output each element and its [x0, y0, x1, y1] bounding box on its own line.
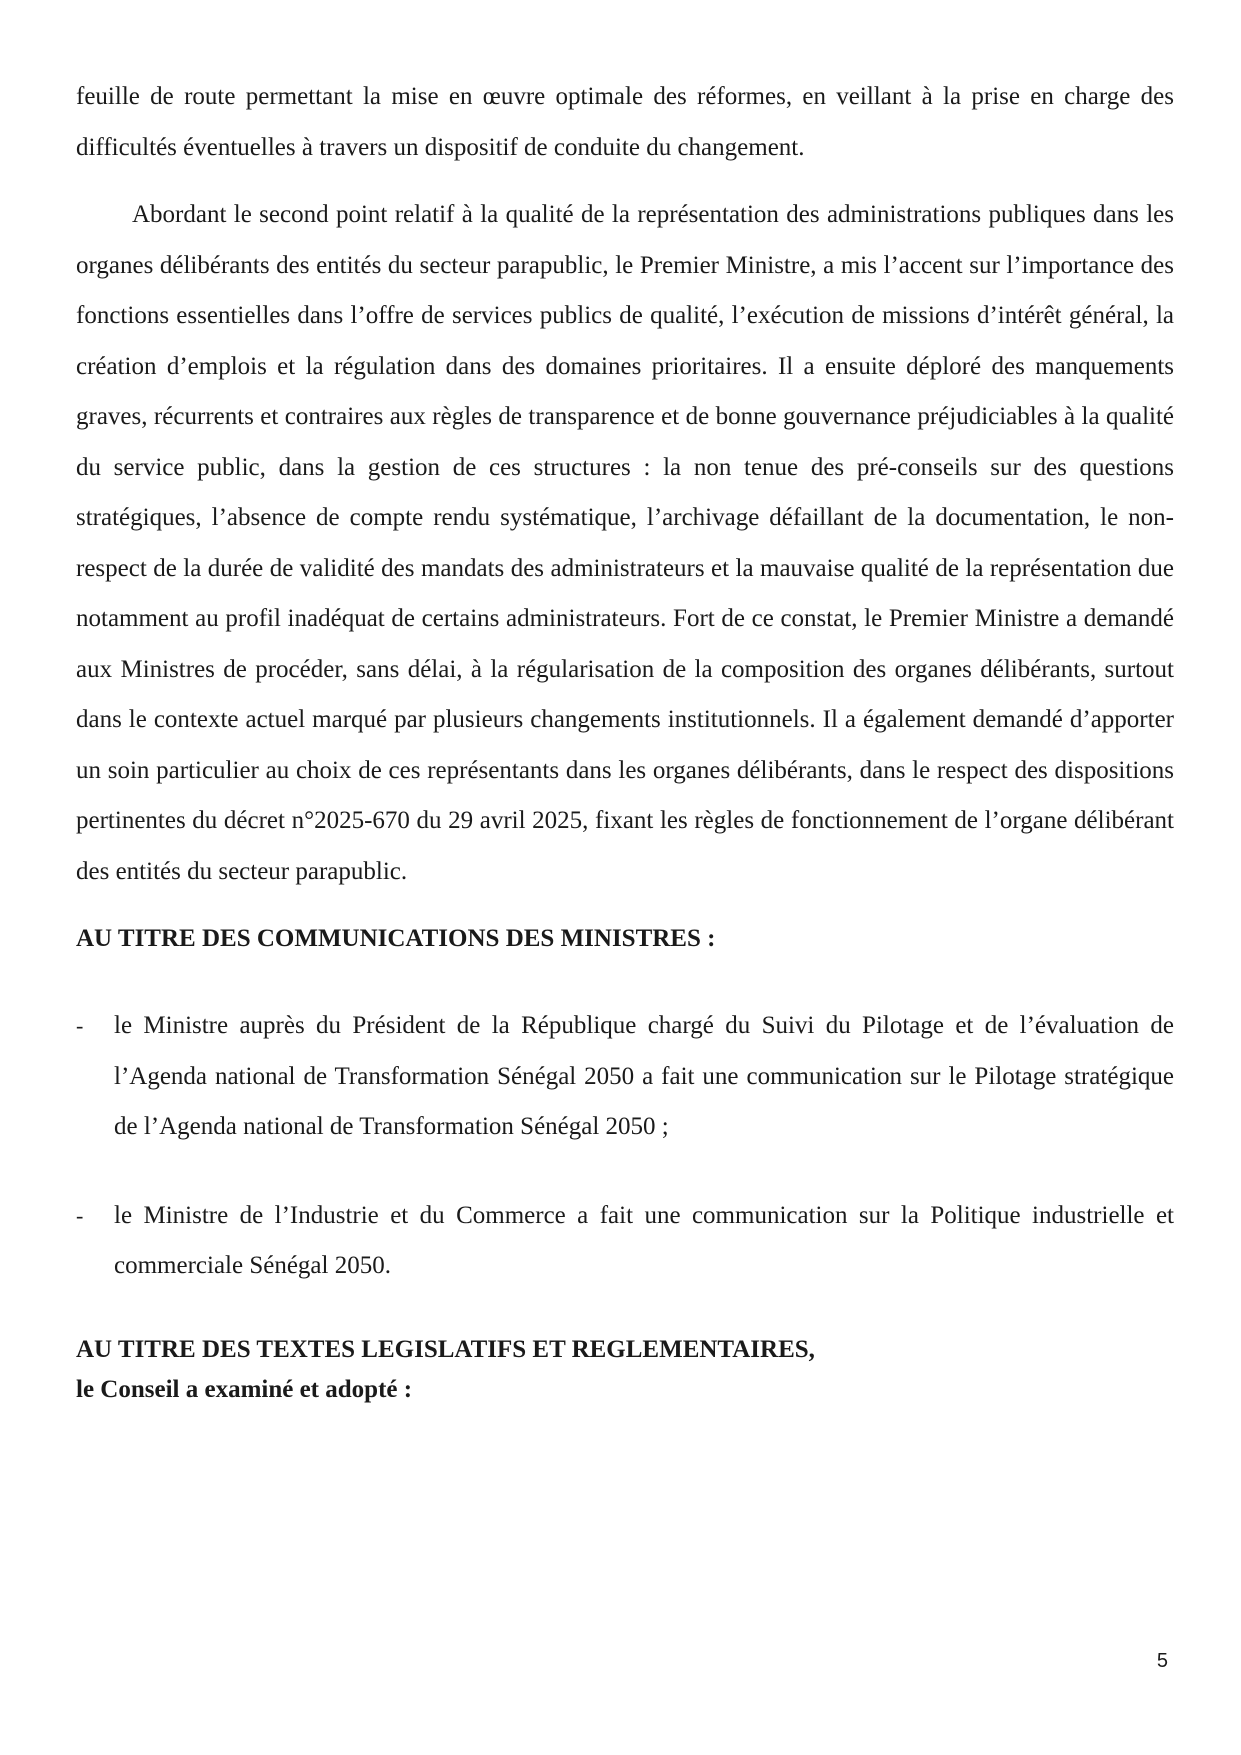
paragraph-public-administration-representation: Abordant le second point relatif à la qualité de la représentation des administrations publiques dans les organes délibérants des entités du secteur parapublic, le Premier Ministre, a mis l’accent sur l’importance des fonctions essentielles dans l’offre de services publics de qualité, l’exécution de missions d’intérêt général, la création d’emplois et la régulation dans des domaines prioritaires. Il a ensuite déploré des manquements graves, récurrents et contraires aux règles de transparence et de bonne gouvernance préjudiciables à la qualité du service public, dans la gestion de ces structures : la non tenue des pré-conseils sur des questions stratégiques, l’absence de compte rendu systématique, l’archivage défaillant de la documentation, le non-respect de la durée de validité des mandats des administrateurs et la mauvaise qualité de la représentation due notamment au profil inadéquat de certains administrateurs. Fort de ce constat, le Premier Ministre a demandé aux Ministres de procéder, sans délai, à la régularisation de la composition des organes délibérants, surtout dans le contexte actuel marqué par plusieurs changements institutionnels. Il a également demandé d’apporter un soin particulier au choix de ces représentants dans les organes délibérants, dans le respect des dispositions pertinentes du décret n°2025-670 du 29 avril 2025, fixant les règles de fonctionnement de l’organe délibérant des entités du secteur parapublic. [76, 201, 1174, 885]
document-page [76, 72, 1174, 1410]
communications-list [76, 1001, 1174, 1292]
legislative-subheading: le Conseil a examiné et adopté : [76, 1375, 413, 1403]
bullet-dash: - [76, 1202, 84, 1228]
paragraph-reform-roadmap: feuille de route permettant la mise en œuvre optimale des réformes, en veillant à la prise en charge des difficultés éventuelles à travers un dispositif de conduite du changement. [76, 83, 1174, 161]
page-number: 5 [1156, 1650, 1168, 1672]
communications-heading: AU TITRE DES COMMUNICATIONS DES MINISTRES : [76, 925, 716, 952]
legislative-heading: AU TITRE DES TEXTES LEGISLATIFS ET REGLEMENTAIRES, [76, 1335, 815, 1363]
bullet-dash: - [76, 1013, 84, 1038]
communication-item [76, 1001, 1174, 1153]
communication-item [76, 1191, 1174, 1292]
communication-text: le Ministre de l’Industrie et du Commerce a fait une communication sur la Politique industrielle et commerciale Sénégal 2050. [114, 1201, 1174, 1279]
communication-text: le Ministre auprès du Président de la République chargé du Suivi du Pilotage et de l’évaluation de l’Agenda national de Transformation Sénégal 2050 a fait une communication sur le Pilotage stratégique de l’Agenda national de Transformation Sénégal 2050 ; [114, 1012, 1174, 1140]
